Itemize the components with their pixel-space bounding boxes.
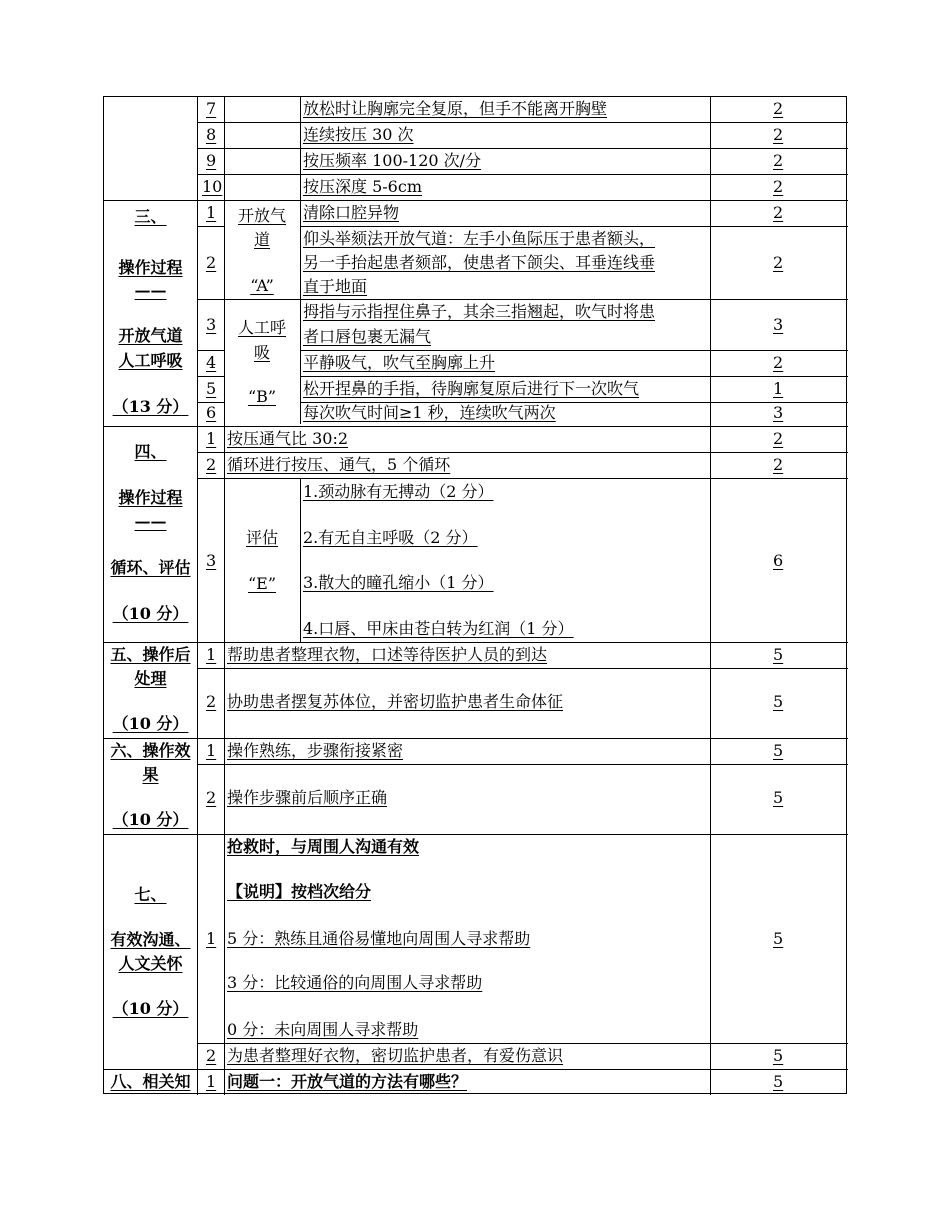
item-text: 平静吸气，吹气至胸廓上升 [303, 353, 496, 372]
item-number: 2 [206, 455, 217, 474]
item-number: 2 [206, 788, 217, 807]
section-line [104, 642, 848, 643]
item-score: 2 [773, 125, 784, 144]
item-number: 3 [206, 315, 217, 334]
item-score: 2 [773, 429, 784, 448]
item-score: 5 [773, 788, 784, 807]
item-number: 4 [206, 353, 217, 372]
item-text: 4.口唇、甲床由苍白转为红润（1 分） [303, 619, 574, 638]
item-number: 1 [206, 203, 217, 222]
row-line [197, 376, 224, 377]
row-line [197, 122, 848, 123]
item-number: 1 [206, 1072, 217, 1091]
row-line [197, 148, 848, 149]
row-line [197, 764, 848, 765]
row-line [300, 226, 848, 227]
item-text: 0 分：未向周围人寻求帮助 [227, 1020, 419, 1039]
row-line [300, 350, 848, 351]
section-4-label: 循环、评估 [110, 558, 191, 577]
subgroup-b-label: “B” [247, 387, 277, 406]
section-5-label: 处理 [134, 669, 167, 688]
section-3-label: —— [134, 281, 167, 300]
item-text: 仰头举颏法开放气道：左手小鱼际压于患者额头， [303, 229, 656, 248]
item-text: 抢救时，与周围人沟通有效 [227, 837, 420, 856]
section-3-label: 人工呼吸 [118, 351, 183, 370]
section-7-label: （10 分） [112, 999, 189, 1018]
item-score: 6 [773, 551, 784, 570]
item-text: 循环进行按压、通气，5 个循环 [227, 455, 451, 474]
section-3-label: 开放气道 [118, 326, 183, 345]
item-text: 操作熟练，步骤衔接紧密 [227, 741, 404, 760]
item-score: 5 [773, 692, 784, 711]
item-number: 1 [206, 429, 217, 448]
item-text: 放松时让胸廓完全复原，但手不能离开胸壁 [303, 99, 608, 118]
row-line [197, 1043, 848, 1044]
item-text: 帮助患者整理衣物，口述等待医护人员的到达 [227, 645, 548, 664]
row-line [300, 376, 848, 377]
item-score: 2 [773, 353, 784, 372]
row-line [197, 668, 848, 669]
item-score: 3 [773, 315, 784, 334]
item-number: 2 [206, 692, 217, 711]
section-7-label: 人文关怀 [118, 954, 183, 973]
item-score: 5 [773, 645, 784, 664]
section-5-label: （10 分） [112, 714, 189, 733]
row-line [197, 452, 848, 453]
item-text: 操作步骤前后顺序正确 [227, 788, 388, 807]
item-score: 2 [773, 203, 784, 222]
item-number: 2 [206, 253, 217, 272]
item-text: 协助患者摆复苏体位，并密切监护患者生命体征 [227, 692, 564, 711]
item-text: 按压深度 5-6cm [303, 177, 422, 196]
item-score: 2 [773, 177, 784, 196]
section-4-label: 四、 [134, 442, 167, 461]
row-line [197, 226, 224, 227]
subgroup-e-label: “E” [247, 574, 277, 593]
item-number: 1 [206, 645, 217, 664]
item-text: 【说明】按档次给分 [227, 882, 372, 901]
item-score: 3 [773, 403, 784, 422]
item-text: 按压频率 100-120 次/分 [303, 151, 482, 170]
item-text: 5 分：熟练且通俗易懂地向周围人寻求帮助 [227, 929, 531, 948]
subgroup-b-label: 吸 [253, 343, 270, 362]
item-number: 8 [206, 125, 217, 144]
item-number: 2 [206, 1046, 217, 1065]
section-7-label: 有效沟通、 [110, 930, 191, 949]
subgroup-a-label: 开放气 [237, 206, 286, 225]
section-7-label: 七、 [134, 885, 167, 904]
item-score: 5 [773, 929, 784, 948]
section-line [104, 738, 848, 739]
item-text: 连续按压 30 次 [303, 125, 414, 144]
section-6-label: 果 [142, 765, 159, 784]
item-text: 3 分：比较通俗的向周围人寻求帮助 [227, 973, 483, 992]
section-line [104, 1069, 848, 1070]
row-line [197, 174, 848, 175]
col-divider-score [710, 97, 711, 1095]
section-4-label: 操作过程 [118, 488, 183, 507]
item-score: 5 [773, 1046, 784, 1065]
item-text: 拇指与示指捏住鼻子，其余三指翘起，吹气时将患 [303, 302, 656, 321]
item-text: 为患者整理好衣物，密切监护患者，有爱伤意识 [227, 1046, 564, 1065]
section-line [104, 426, 848, 427]
item-text: 另一手抬起患者颏部，使患者下颌尖、耳垂连线垂 [303, 253, 656, 272]
item-text: 者口唇包裹无漏气 [303, 327, 432, 346]
scoring-table [103, 96, 847, 1094]
item-text: 问题一：开放气道的方法有哪些？ [227, 1072, 468, 1091]
section-3-label: 操作过程 [118, 258, 183, 277]
row-line [197, 350, 224, 351]
section-4-label: —— [134, 512, 167, 531]
item-number: 6 [206, 403, 217, 422]
item-number: 1 [206, 929, 217, 948]
section-5-label: 五、操作后 [110, 645, 191, 664]
item-score: 1 [773, 379, 784, 398]
item-score: 5 [773, 741, 784, 760]
item-score: 2 [773, 253, 784, 272]
section-8-label: 八、相关知 [110, 1072, 191, 1091]
item-number: 7 [206, 99, 217, 118]
subgroup-a-label: 道 [253, 230, 270, 249]
item-text: 按压通气比 30:2 [227, 429, 349, 448]
item-text: 2.有无自主呼吸（2 分） [303, 528, 478, 547]
section-4-label: （10 分） [112, 604, 189, 623]
item-text: 3.散大的瞳孔缩小（1 分） [303, 573, 494, 592]
col-divider-section [197, 97, 198, 1095]
item-number: 5 [206, 379, 217, 398]
row-line [197, 299, 848, 300]
row-line [197, 478, 848, 479]
subgroup-b-label: 人工呼 [237, 318, 286, 337]
col-divider-sub-3 [300, 479, 301, 642]
section-3-label: 三、 [134, 207, 167, 226]
subgroup-e-label: 评估 [245, 528, 278, 547]
col-divider-sub-2 [300, 201, 301, 424]
item-text: 每次吹气时间≥1 秒，连续吹气两次 [303, 403, 556, 422]
section-6-label: 六、操作效 [110, 741, 191, 760]
item-number: 3 [206, 551, 217, 570]
item-text: 直于地面 [303, 277, 368, 296]
section-3-label: （13 分） [112, 397, 189, 416]
item-text: 清除口腔异物 [303, 203, 400, 222]
item-score: 2 [773, 455, 784, 474]
section-6-label: （10 分） [112, 810, 189, 829]
section-line [104, 834, 848, 835]
section-line [104, 200, 848, 201]
item-score: 2 [773, 99, 784, 118]
item-score: 5 [773, 1072, 784, 1091]
item-number: 10 [202, 177, 223, 196]
item-number: 9 [206, 151, 217, 170]
item-number: 1 [206, 741, 217, 760]
item-text: 1.颈动脉有无搏动（2 分） [303, 482, 494, 501]
subgroup-a-label: “A” [250, 276, 274, 295]
item-text: 松开捏鼻的手指，待胸廓复原后进行下一次吹气 [303, 379, 640, 398]
item-score: 2 [773, 151, 784, 170]
